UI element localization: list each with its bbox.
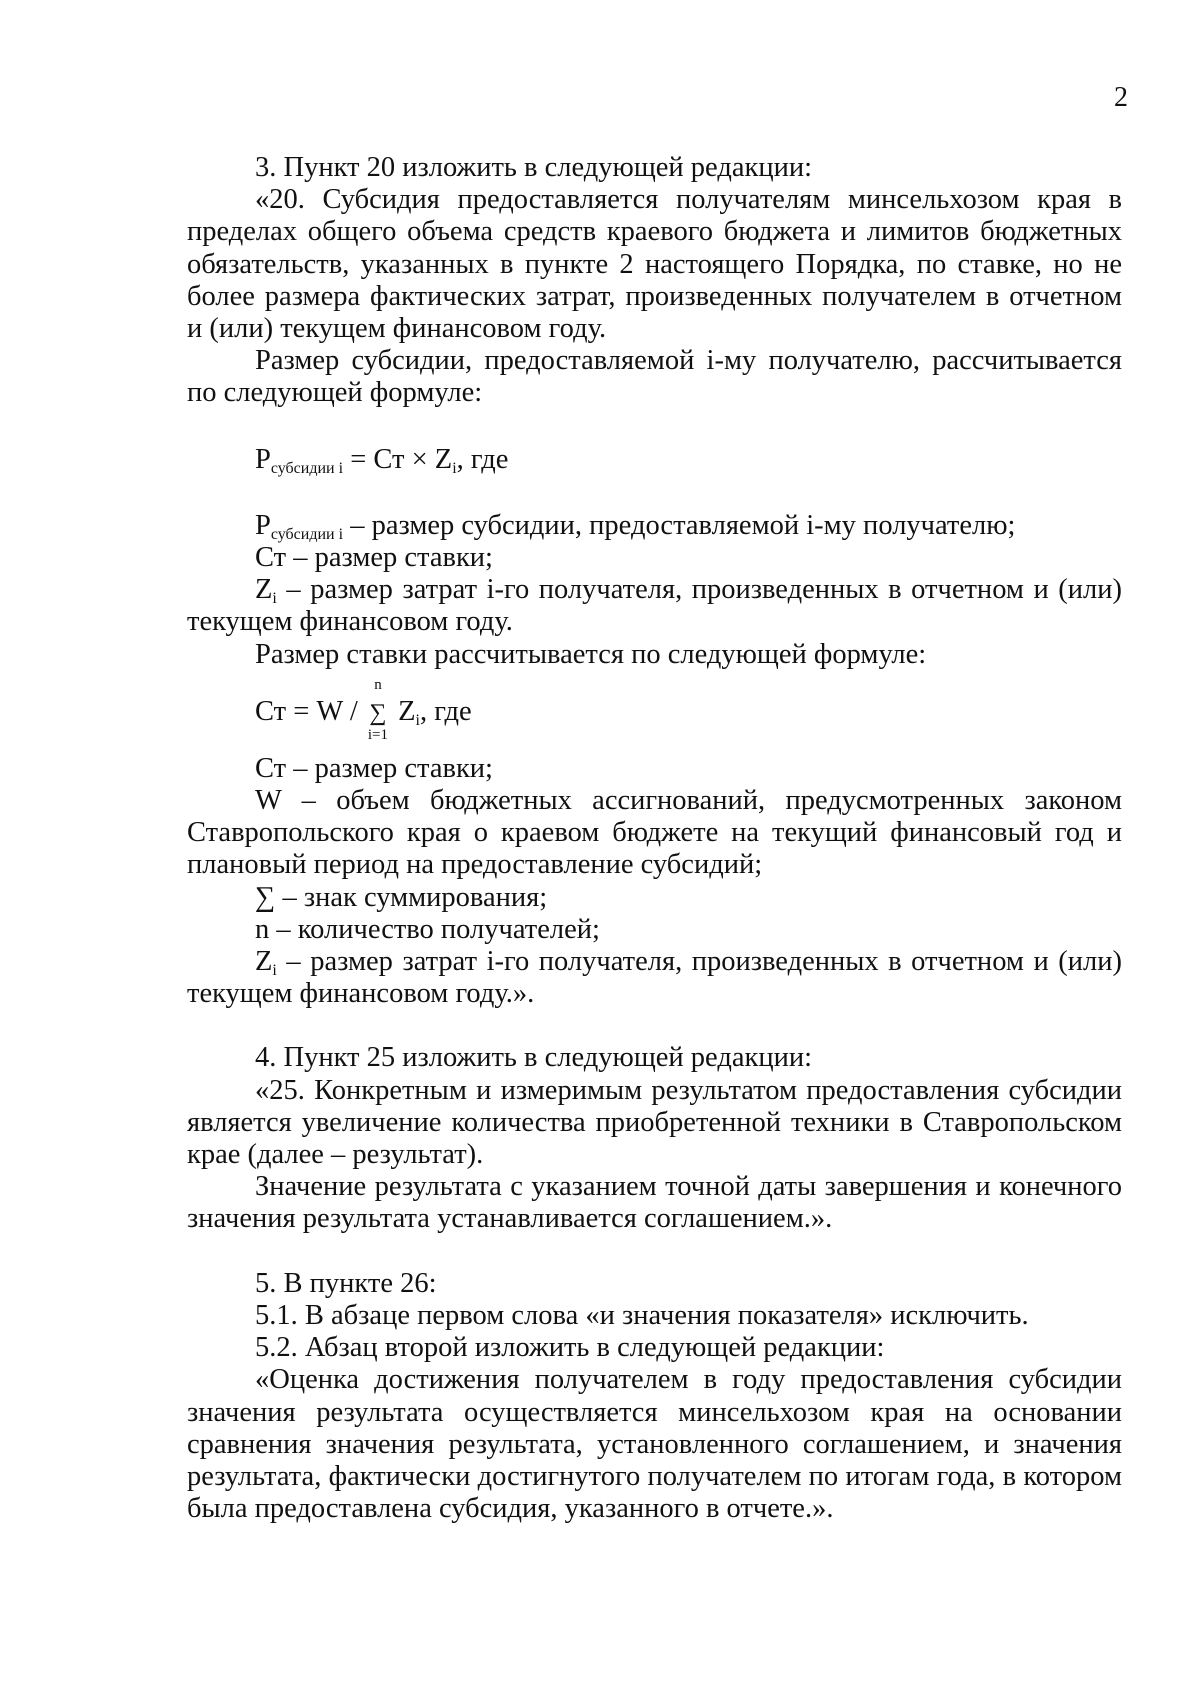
definition-symbol: Z <box>255 574 273 606</box>
summation-block <box>365 676 391 743</box>
item3-rate-formula-intro: Размер ставки рассчитывается по следующей формуле: <box>255 638 927 670</box>
formula-subsidy-rhs-sub: i <box>452 459 457 477</box>
definition-ct: Ст – размер ставки; <box>255 542 493 574</box>
document-body <box>187 152 1122 1525</box>
page-number: 2 <box>1114 82 1128 113</box>
definition-n: n – количество получателей; <box>255 913 600 945</box>
definition-symbol: P <box>255 509 271 541</box>
summation-upper-limit: n <box>374 676 382 693</box>
formula-subsidy-lhs-sub: субсидии i <box>270 459 344 477</box>
definition-symbol-sub: i <box>272 590 277 608</box>
formula-subsidy <box>187 444 1122 476</box>
item5-paragraph-assessment: «Оценка достижения получателем в году предоставления субсидии значения результата осуществляется минсельхозом края на основании сравнения значения результата, установленного соглашением, и значения результата, фактически достигнутого получателем по итогам года, в котором была предоставлена субсидия, указанного в отчете.». <box>187 1364 1122 1525</box>
formula-rate-term-sub: i <box>415 711 420 729</box>
item3-formula-intro: Размер субсидии, предоставляемой i-му получателю, рассчитывается по следующей формуле: <box>187 345 1122 409</box>
item4-paragraph-25: «25. Конкретным и измеримым результатом предоставления субсидии является увеличение количества приобретенной техники в Ставропольском крае (далее – результат). <box>187 1074 1122 1171</box>
definition-w: W – объем бюджетных ассигнований, предусмотренных законом Ставропольского края о краевом бюджете на текущий финансовый год и плановый период на предоставление субсидий; <box>187 785 1122 881</box>
definition-text: – размер затрат i-го получателя, произведенных в отчетном и (или) текущем финансовом году. <box>187 574 1122 638</box>
definition-p-subsidy <box>187 510 1122 542</box>
summation-sign: ∑ <box>369 699 387 726</box>
formula-subsidy-tail: , где <box>456 443 509 475</box>
item5-heading: 5. В пункте 26: <box>255 1267 437 1299</box>
formula-subsidy-rhs: = Ст × Z <box>343 443 453 475</box>
item4-heading: 4. Пункт 25 изложить в следующей редакции: <box>255 1042 812 1074</box>
formula-rate <box>187 671 1122 753</box>
formula-rate-lhs: Ст = W / <box>255 695 365 727</box>
formula-subsidy-lhs: P <box>255 443 271 475</box>
item5-subitem-2: 5.2. Абзац второй изложить в следующей редакции: <box>255 1332 885 1364</box>
definition-symbol-sub: субсидии i <box>270 525 344 543</box>
definition-symbol-sub: i <box>272 962 277 980</box>
definition-sigma: ∑ – знак суммирования; <box>255 881 548 913</box>
definition-symbol: Z <box>255 946 273 978</box>
definition-text: – размер затрат i-го получателя, произведенных в отчетном и (или) текущем финансовом году.». <box>187 946 1122 1010</box>
formula-rate-tail: , где <box>419 695 472 727</box>
item5-subitem-1: 5.1. В абзаце первом слова «и значения показателя» исключить. <box>255 1299 1029 1331</box>
item3-paragraph-20: «20. Субсидия предоставляется получателям минсельхозом края в пределах общего объема средств краевого бюджета и лимитов бюджетных обязательств, указанных в пункте 2 настоящего Порядка, по ставке, но не более размера фактических затрат, произведенных получателем в отчетном и (или) текущем финансовом году. <box>187 184 1122 345</box>
definition-text: – размер субсидии, предоставляемой i-му получателю; <box>343 509 1016 541</box>
definition-ct-2: Ст – размер ставки; <box>255 752 493 784</box>
definition-z-2 <box>187 946 1122 1010</box>
formula-rate-term: Z <box>390 695 416 727</box>
formula-rate-line <box>255 676 472 743</box>
summation-lower-limit: i=1 <box>367 726 389 743</box>
item3-heading: 3. Пункт 20 изложить в следующей редакции: <box>255 152 812 183</box>
definition-z <box>187 574 1122 638</box>
item4-paragraph-result: Значение результата с указанием точной даты завершения и конечного значения результата устанавливается соглашением.». <box>187 1171 1122 1235</box>
